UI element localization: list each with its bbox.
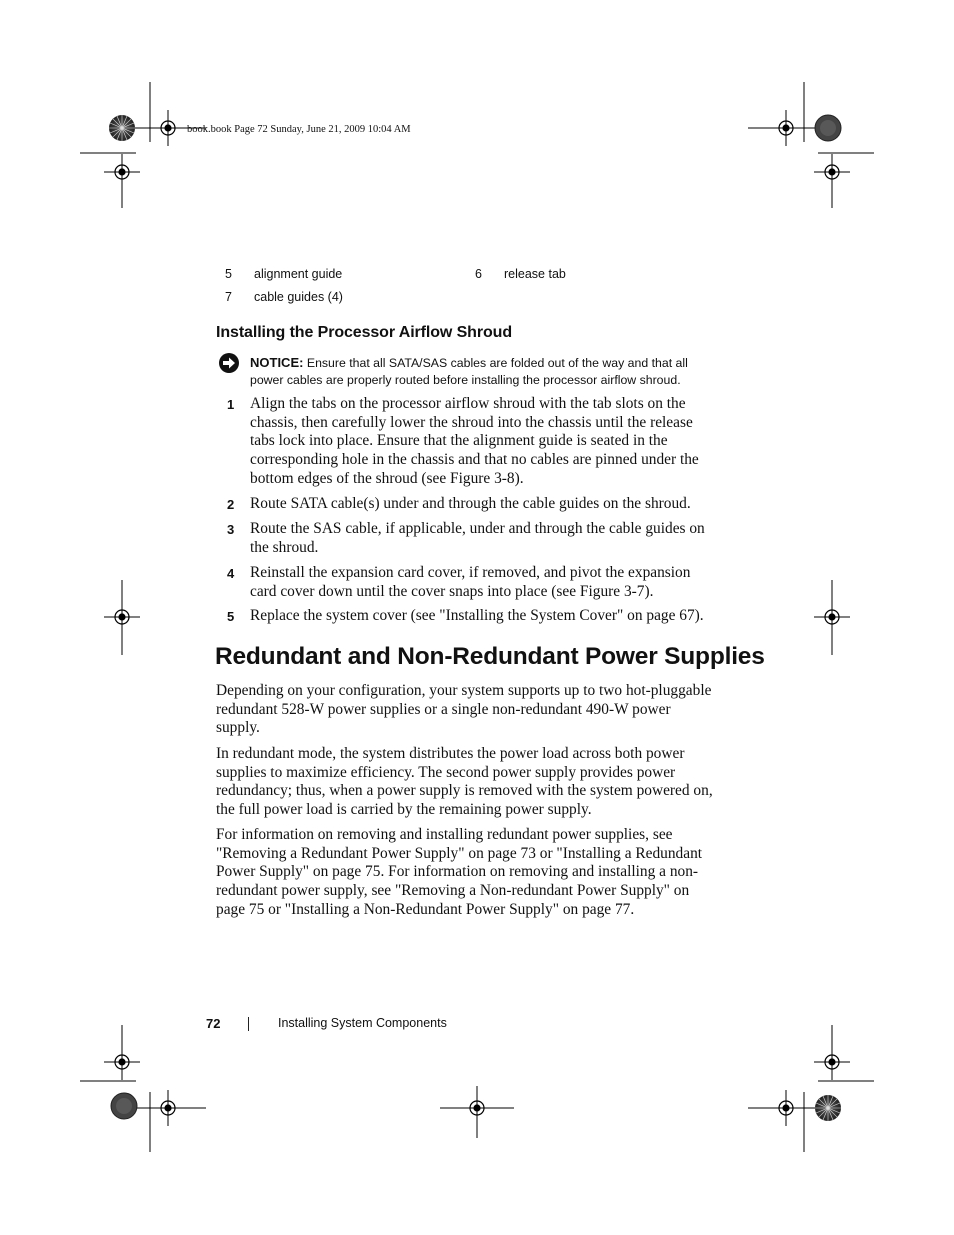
footer-section-title: Installing System Components [278, 1016, 447, 1030]
step-text: Align the tabs on the processor airflow shroud with the tab slots on the chassis, then carefully lower the shroud into the chassis until the release tabs lock into place. Ensure that the alignment guide is seated in the corresponding hole in the chassis and that no cables are pinned under the bottom edges of the shroud (see Figure 3-8). [250, 395, 699, 487]
page-number: 72 [206, 1016, 221, 1031]
legend-text: cable guides (4) [254, 290, 343, 304]
body-paragraph: Depending on your configuration, your system supports up to two hot-pluggable redundant 528-W power supplies or a single non-redundant 490-W power supply. [216, 682, 712, 737]
legend-text: release tab [504, 267, 566, 281]
header-stamp: book.book Page 72 Sunday, June 21, 2009 10:04 AM [187, 124, 411, 135]
footer-divider [248, 1017, 249, 1031]
step-number: 3 [227, 522, 235, 537]
step-number: 4 [227, 566, 235, 581]
legend-number: 6 [475, 267, 482, 281]
step-text: Reinstall the expansion card cover, if removed, and pivot the expansion card cover down until the cover snaps into place (see Figure 3-7). [250, 564, 691, 600]
step-number: 1 [227, 397, 235, 412]
body-paragraph: For information on removing and installing redundant power supplies, see "Removing a Redundant Power Supply" on page 73 or "Installing a Redundant Power Supply" on page 75. For information on removing and installing a non-redundant power supply, see "Removing a Non-redundant Power Supply" on page 75 or "Installing a Non-Redundant Power Supply" on page 77. [216, 826, 703, 918]
body-paragraph: In redundant mode, the system distributes the power load across both power supplies to maximize efficiency. The second power supply provides power redundancy; thus, when a power supply is removed with the system powered on, the full power load is carried by the remaining power supply. [216, 745, 713, 819]
arrow-right-circle-icon [218, 352, 240, 374]
step-number: 2 [227, 497, 235, 512]
legend-text: alignment guide [254, 267, 343, 281]
section-heading: Redundant and Non-Redundant Power Supplies [215, 643, 765, 670]
notice-body: Ensure that all SATA/SAS cables are folded out of the way and that all power cables are properly routed before installing the processor airflow shroud. [250, 356, 688, 387]
legend-number: 7 [225, 290, 232, 304]
notice-label: NOTICE: [250, 355, 304, 370]
step-number: 5 [227, 609, 235, 624]
notice-text [250, 354, 720, 389]
step-text: Route SATA cable(s) under and through the cable guides on the shroud. [250, 495, 691, 512]
step-text: Replace the system cover (see "Installing the System Cover" on page 67). [250, 607, 704, 624]
step-text: Route the SAS cable, if applicable, under and through the cable guides on the shroud. [250, 520, 705, 556]
section-subheading: Installing the Processor Airflow Shroud [216, 324, 512, 341]
legend-number: 5 [225, 267, 232, 281]
